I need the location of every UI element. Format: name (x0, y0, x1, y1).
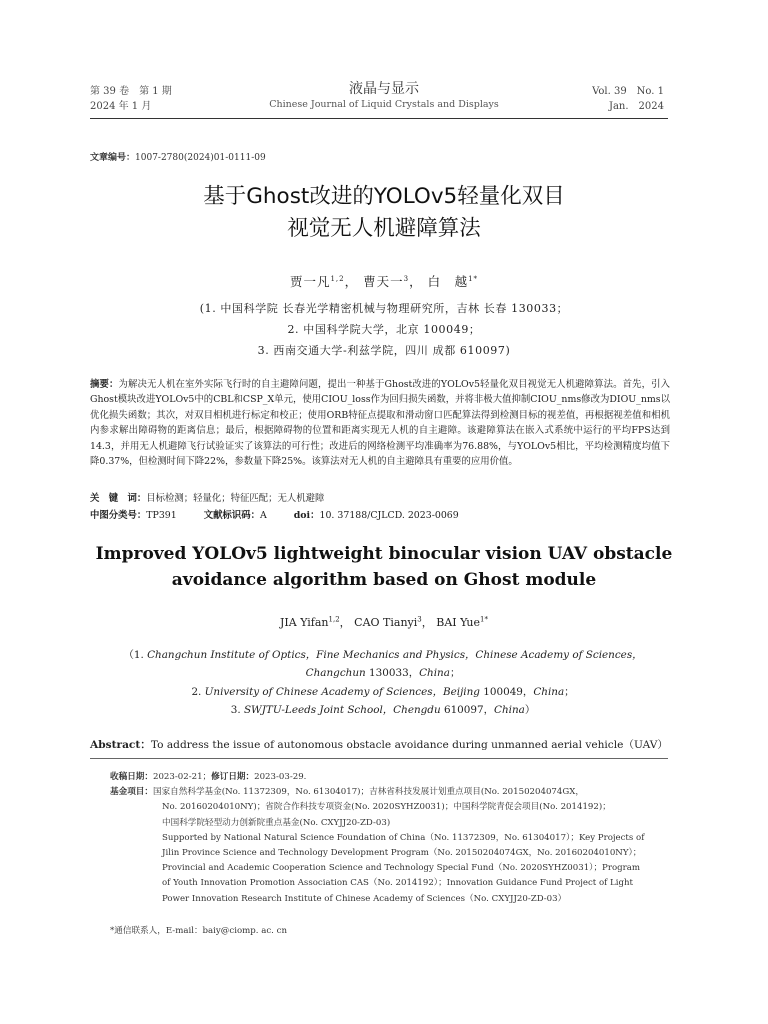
title-en (0, 541, 768, 593)
received-label: 收稿日期： (110, 772, 153, 782)
fund-text: 国家自然科学基金(No. 11372309，No. 61304017)；吉林省科技发展计划重点项目(No. 20150204074GX， (152, 787, 584, 798)
author-separator: ， (409, 274, 423, 289)
header-divider (90, 118, 668, 119)
article-number-value: 1007-2780(2024)01-0111-09 (135, 153, 266, 163)
title-cn-line2: 视觉无人机避障算法 (287, 216, 481, 241)
journal-name-cn: 液晶与显示 (349, 81, 419, 97)
affil-city: Changchun (305, 667, 366, 680)
title-cn (0, 181, 768, 245)
affil-postcode: 610097， (440, 704, 495, 717)
abstract-cn (90, 377, 670, 469)
author-affil-mark: 1,2 (328, 615, 340, 624)
author-affil-mark: 1,2 (330, 274, 345, 283)
affil-punct: ） (524, 704, 536, 717)
journal-name-en: Chinese Journal of Liquid Crystals and Displays (269, 99, 499, 110)
classification-line (90, 507, 690, 521)
dates-line (110, 770, 670, 785)
affiliation-en (90, 683, 676, 701)
funding-line: Supported by National Natural Science Foundation of China（No. 11372309，No. 61304017）；Key Projects of (162, 832, 645, 843)
footnote-divider (90, 758, 668, 759)
affil-number: 2. (191, 685, 205, 698)
abstract-cn-label: 摘要： (90, 379, 119, 390)
author-cn: 曹天一 (363, 274, 404, 289)
clc-value: TP391 (146, 510, 177, 521)
affiliations-en (90, 646, 676, 720)
date-en: Jan. 2024 (608, 101, 664, 112)
doi-label: doi： (293, 510, 320, 521)
author-affil-mark: 3 (403, 274, 410, 283)
author-affil-mark: 1* (480, 615, 488, 624)
affil-institution: Changchun Institute of Optics，Fine Mechanics and Physics，Chinese Academy of Sciences， (147, 649, 643, 661)
affiliations-cn (0, 298, 768, 361)
keywords-cn (90, 490, 324, 504)
doc-code-label: 文献标识码： (203, 510, 260, 521)
funding-line: No. 20160204010NY)；省院合作科技专项资金(No. 2020SYHZ0031)；中国科学院青促会项目(No. 2014192)； (162, 802, 611, 813)
clc-label: 中图分类号： (90, 510, 147, 521)
author-separator: ， (344, 274, 359, 289)
affil-number: （1. (123, 649, 148, 661)
date-cn: 2024 年 1 月 (90, 101, 152, 112)
affil-institution: University of Chinese Academy of Sciences，Beijing (204, 685, 480, 698)
revised-label: 修订日期： (211, 772, 255, 782)
funding-line (110, 785, 670, 800)
affil-country: China (419, 667, 450, 680)
title-en-line1: Improved YOLOv5 lightweight binocular vision UAV obstacle (95, 544, 673, 564)
funding-line: Jilin Province Science and Technology Development Program（No. 20150204074GX，No. 20160204010NY）； (162, 848, 642, 859)
revised-date: 2023-03-29. (254, 772, 307, 782)
corresponding-author: *通信联系人，E-mail：baiy@ciomp. ac. cn (110, 926, 287, 936)
doi-value: 10. 37188/CJLCD. 2023-0069 (319, 510, 459, 521)
affiliation-cn: 3. 西南交通大学-利兹学院，四川 成都 610097) (257, 344, 511, 357)
author-cn: 贾一凡 (289, 274, 331, 289)
author-separator: ， (421, 616, 433, 629)
funding-line: 中国科学院轻型动力创新院重点基金(No. CXYJJ20-ZD-03) (162, 817, 391, 828)
affil-postcode: 100049， (479, 685, 534, 698)
author-en: JIA Yifan (280, 616, 329, 629)
affiliation-en (90, 701, 676, 719)
title-en-line2: avoidance algorithm based on Ghost module (171, 570, 597, 590)
author-separator: ， (339, 616, 351, 629)
affil-punct: ； (564, 685, 575, 698)
affiliation-en (90, 664, 676, 682)
funding-line: Provincial and Academic Cooperation Science and Technology Special Fund（No. 2020SYHZ0031）；Program (162, 863, 640, 874)
volume-cn: 第 39 卷 第 1 期 (90, 86, 172, 97)
author-affil-mark: 3 (417, 615, 422, 624)
abstract-en (90, 737, 680, 752)
issue-info-en (592, 84, 664, 114)
keywords-value: 目标检测；轻量化；特征匹配；无人机避障 (146, 493, 325, 504)
affil-punct: ； (449, 667, 461, 680)
affiliation-cn: 2. 中国科学院大学，北京 100049； (287, 323, 481, 336)
funding-line: Power Innovation Research Institute of Chinese Academy of Sciences（No. CXYJJ20-ZD-03） (162, 893, 567, 904)
affil-country: China (494, 704, 525, 717)
volume-en: Vol. 39 No. 1 (592, 86, 664, 97)
footnote (110, 770, 670, 907)
author-affil-mark: 1* (468, 274, 479, 283)
affil-country: China (533, 685, 565, 698)
doc-code-value: A (259, 510, 267, 521)
title-cn-line1: 基于Ghost改进的YOLOv5轻量化双目 (203, 184, 565, 209)
article-number-label: 文章编号： (90, 153, 136, 163)
funding-line: of Youth Innovation Promotion Association CAS（No. 2014192）；Innovation Guidance Fund Project of Light (162, 878, 633, 889)
author-cn: 白 越 (427, 274, 469, 289)
fund-label: 基金项目： (110, 787, 153, 798)
affiliation-en (90, 646, 676, 664)
article-number (90, 150, 266, 163)
author-en: BAI Yue (436, 616, 481, 629)
affiliation-cn: (1. 中国科学院 长春光学精密机械与物理研究所，吉林 长春 130033； (199, 302, 569, 315)
affil-institution: SWJTU-Leeds Joint School，Chengdu (243, 704, 441, 717)
abstract-en-text: To address the issue of autonomous obstacle avoidance during unmanned aerial vehicle（UAV） (150, 739, 668, 751)
received-date: 2023-02-21； (152, 772, 212, 782)
authors-en (0, 614, 768, 630)
affil-postcode: 130033， (365, 667, 420, 680)
abstract-en-label: Abstract： (90, 739, 151, 751)
authors-cn (0, 272, 768, 290)
keywords-label: 关 键 词： (90, 493, 147, 504)
affil-number: 3. (230, 704, 244, 717)
abstract-cn-text: 为解决无人机在室外实际飞行时的自主避障问题，提出一种基于Ghost改进的YOLOv5轻量化双目视觉无人机避障算法。首先，引入Ghost模块改进YOLOv5中的CBL和CSP_X单元，使用CIOU_loss作为回归损失函数，并将非极大值抑制CIOU_nms修改为DIOU_nms以优化损失函数；其次，对双目相机进行标定和校正；使用ORB特征点提取和滑动窗口匹配算法得到检测目标的视差值，再根据视差值和相机内参求解出障碍物的距离信息；最后，根据障碍物的位置和距离实现无人机的自主避障。该避障算法在嵌入式系统中运行的平均FPS达到14.3，并用无人机避障飞行试验证实了该算法的可行性；改进后的网络检测平均准确率为76.88%，与YOLOv5相比，平均检测精度均值下降0.37%，但检测时间下降22%，参数量下降25%。该算法对无人机的自主避障具有重要的应用价值。 (90, 379, 670, 468)
author-en: CAO Tianyi (354, 616, 418, 629)
